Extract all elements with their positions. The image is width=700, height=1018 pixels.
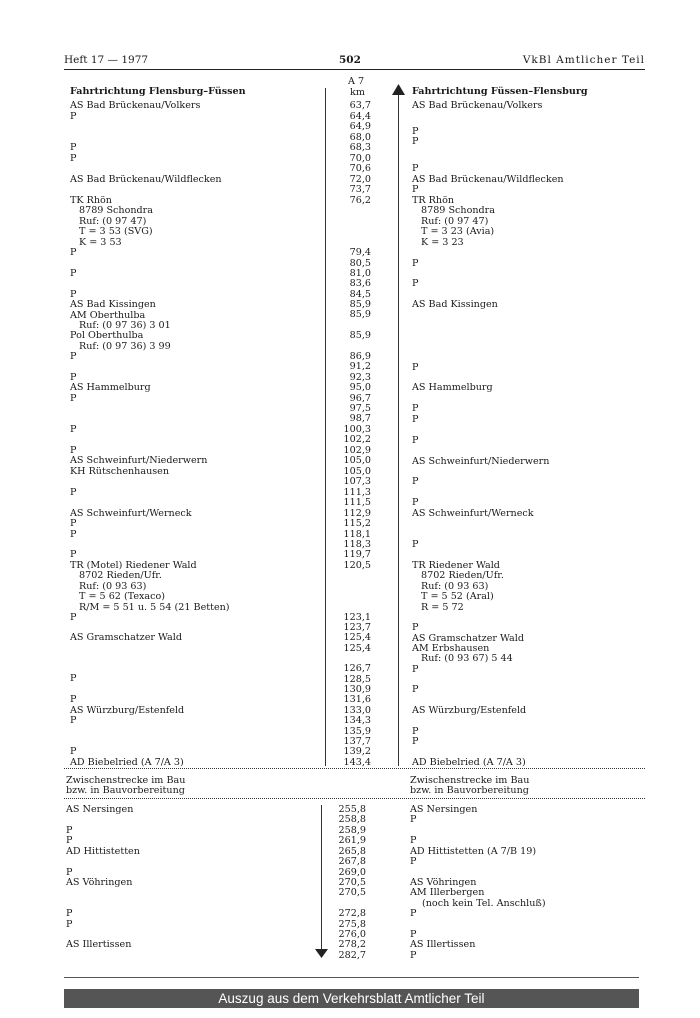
km-value-79-4: 79,4 <box>349 247 371 258</box>
km-value-269-0: 269,0 <box>338 867 366 878</box>
km-value-64-4: 64,4 <box>349 111 371 122</box>
km-value-96-7: 96,7 <box>349 393 371 404</box>
left-entry-as-bad-kissingen: AS Bad Kissingen <box>70 299 156 310</box>
left-entry-as-schweinfurt-niederwern: AS Schweinfurt/Niederwern <box>70 455 208 466</box>
km-value-111-3: 111,3 <box>343 487 371 498</box>
footer-banner: Auszug aus dem Verkehrsblatt Amtlicher Teil <box>64 989 639 1008</box>
left-entry-p: P <box>70 247 77 258</box>
right-entry-p: P <box>412 622 419 633</box>
left-entry-p: P <box>66 835 73 846</box>
left-entry-p: P <box>66 919 73 930</box>
left-entry-ruf-0-97-36-3-01: Ruf: (0 97 36) 3 01 <box>79 320 171 331</box>
left-entry-p: P <box>70 393 77 404</box>
road-label: A 7 <box>348 76 365 87</box>
right-entry-as-schweinfurt-werneck: AS Schweinfurt/Werneck <box>412 508 534 519</box>
km-value-86-9: 86,9 <box>349 351 371 362</box>
right-entry-p: P <box>410 814 417 825</box>
km-value-97-5: 97,5 <box>349 403 371 414</box>
right-entry-p: P <box>410 929 417 940</box>
right-entry-p: P <box>412 136 419 147</box>
dotted-separator-bottom <box>64 798 645 799</box>
left-entry-p: P <box>70 746 77 757</box>
right-entry-p: P <box>412 736 419 747</box>
km-value-100-3: 100,3 <box>343 424 371 435</box>
right-entry-as-bad-br-ckenau-volkers: AS Bad Brückenau/Volkers <box>412 100 543 111</box>
construction-note-right-1: Zwischenstrecke im Bau <box>410 775 530 786</box>
km-value-112-9: 112,9 <box>343 508 371 519</box>
km-value-275-8: 275,8 <box>338 919 366 930</box>
right-entry-ad-biebelried-a-7-a-3: AD Biebelried (A 7/A 3) <box>412 757 526 768</box>
left-entry-p: P <box>70 268 77 279</box>
km-value-98-7: 98,7 <box>349 413 371 424</box>
km-value-107-3: 107,3 <box>343 476 371 487</box>
km-label: km <box>350 87 365 98</box>
right-entry-as-illertissen: AS Illertissen <box>410 939 476 950</box>
right-entry-8702-rieden-ufr: 8702 Rieden/Ufr. <box>421 570 504 581</box>
km-value-135-9: 135,9 <box>343 726 371 737</box>
right-entry-p: P <box>412 278 419 289</box>
footer-rule <box>64 977 639 978</box>
km-value-134-3: 134,3 <box>343 715 371 726</box>
km-value-76-2: 76,2 <box>349 195 371 206</box>
left-entry-p: P <box>70 142 77 153</box>
left-entry-p: P <box>70 424 77 435</box>
right-entry-p: P <box>412 403 419 414</box>
left-entry-p: P <box>70 529 77 540</box>
right-entry-p: P <box>412 362 419 373</box>
km-value-125-4: 125,4 <box>343 632 371 643</box>
left-entry-as-gramschatzer-wald: AS Gramschatzer Wald <box>70 632 182 643</box>
left-separator-line <box>325 88 326 766</box>
left-entry-p: P <box>66 825 73 836</box>
km-value-119-7: 119,7 <box>343 549 371 560</box>
right-entry-as-schweinfurt-niederwern: AS Schweinfurt/Niederwern <box>412 456 550 467</box>
right-entry-p: P <box>410 908 417 919</box>
arrow-up-icon <box>392 84 405 96</box>
right-entry-p: P <box>412 497 419 508</box>
km-value-105-0: 105,0 <box>343 455 371 466</box>
left-entry-p: P <box>66 867 73 878</box>
right-entry-noch-kein-tel-anschlu: (noch kein Tel. Anschluß) <box>422 898 546 909</box>
left-entry-p: P <box>70 372 77 383</box>
km-value-276-0: 276,0 <box>338 929 366 940</box>
km-value-133-0: 133,0 <box>343 705 371 716</box>
left-entry-tr-motel-riedener-wald: TR (Motel) Riedener Wald <box>70 560 197 571</box>
right-entry-p: P <box>412 258 419 269</box>
km-value-91-2: 91,2 <box>349 361 371 372</box>
km-value-102-9: 102,9 <box>343 445 371 456</box>
km-value-68-0: 68,0 <box>349 132 371 143</box>
left-entry-p: P <box>70 694 77 705</box>
km-value-85-9: 85,9 <box>349 330 371 341</box>
right-entry-p: P <box>412 726 419 737</box>
km-value-270-5: 270,5 <box>338 887 366 898</box>
km-value-84-5: 84,5 <box>349 289 371 300</box>
km-value-81-0: 81,0 <box>349 268 371 279</box>
left-entry-as-hammelburg: AS Hammelburg <box>70 382 151 393</box>
left-entry-tk-rh-n: TK Rhön <box>70 195 112 206</box>
left-entry-as-bad-br-ckenau-volkers: AS Bad Brückenau/Volkers <box>70 100 201 111</box>
right-entry-ruf-0-93-67-5-44: Ruf: (0 93 67) 5 44 <box>421 653 513 664</box>
km-value-267-8: 267,8 <box>338 856 366 867</box>
right-entry-p: P <box>412 184 419 195</box>
right-entry-r-5-72: R = 5 72 <box>421 602 464 613</box>
left-entry-t-5-62-texaco: T = 5 62 (Texaco) <box>79 591 166 602</box>
km-value-258-9: 258,9 <box>338 825 366 836</box>
km-value-102-2: 102,2 <box>343 434 371 445</box>
km-value-80-5: 80,5 <box>349 258 371 269</box>
right-entry-tr-riedener-wald: TR Riedener Wald <box>412 560 500 571</box>
issue-label: Heft 17 — 1977 <box>64 54 149 66</box>
right-entry-as-bad-br-ckenau-wildflecken: AS Bad Brückenau/Wildflecken <box>412 174 564 185</box>
right-entry-p: P <box>410 835 417 846</box>
km-value-72-0: 72,0 <box>349 174 371 185</box>
left-entry-p: P <box>70 289 77 300</box>
km-value-261-9: 261,9 <box>338 835 366 846</box>
left-entry-8702-rieden-ufr: 8702 Rieden/Ufr. <box>79 570 162 581</box>
km-value-115-2: 115,2 <box>343 518 371 529</box>
right-entry-as-v-hringen: AS Vöhringen <box>410 877 477 888</box>
left-entry-p: P <box>70 487 77 498</box>
km-value-105-0: 105,0 <box>343 466 371 477</box>
km-value-278-2: 278,2 <box>338 939 366 950</box>
left-entry-as-bad-br-ckenau-wildflecken: AS Bad Brückenau/Wildflecken <box>70 174 222 185</box>
construction-note-right-2: bzw. in Bauvorbereitung <box>410 785 529 796</box>
left-entry-ad-hittistetten: AD Hittistetten <box>66 846 140 857</box>
left-entry-p: P <box>70 612 77 623</box>
km-value-137-7: 137,7 <box>343 736 371 747</box>
left-entry-ad-biebelried-a-7-a-3: AD Biebelried (A 7/A 3) <box>70 757 184 768</box>
km-value-125-4: 125,4 <box>343 643 371 654</box>
km-value-83-6: 83,6 <box>349 278 371 289</box>
left-entry-t-3-53-svg: T = 3 53 (SVG) <box>79 226 153 237</box>
left-entry-ruf-0-97-47: Ruf: (0 97 47) <box>79 216 147 227</box>
right-entry-as-gramschatzer-wald: AS Gramschatzer Wald <box>412 633 524 644</box>
km-value-265-8: 265,8 <box>338 846 366 857</box>
left-column-title: Fahrtrichtung Flensburg–Füssen <box>70 86 246 97</box>
left-entry-p: P <box>70 351 77 362</box>
km-value-63-7: 63,7 <box>349 100 371 111</box>
right-entry-p: P <box>410 950 417 961</box>
km-value-73-7: 73,7 <box>349 184 371 195</box>
right-entry-p: P <box>412 435 419 446</box>
km-value-118-1: 118,1 <box>343 529 371 540</box>
right-column-title: Fahrtrichtung Füssen–Flensburg <box>412 86 588 97</box>
direction-line-up <box>398 94 399 766</box>
left-entry-ruf-0-93-63: Ruf: (0 93 63) <box>79 581 147 592</box>
km-value-272-8: 272,8 <box>338 908 366 919</box>
right-entry-p: P <box>412 539 419 550</box>
km-value-139-2: 139,2 <box>343 746 371 757</box>
left-entry-p: P <box>70 518 77 529</box>
km-value-70-6: 70,6 <box>349 163 371 174</box>
km-value-255-8: 255,8 <box>338 804 366 815</box>
left-entry-ruf-0-97-36-3-99: Ruf: (0 97 36) 3 99 <box>79 341 171 352</box>
left-entry-as-schweinfurt-werneck: AS Schweinfurt/Werneck <box>70 508 192 519</box>
right-entry-ruf-0-97-47: Ruf: (0 97 47) <box>421 216 489 227</box>
left-entry-am-oberthulba: AM Oberthulba <box>70 310 146 321</box>
km-value-128-5: 128,5 <box>343 674 371 685</box>
km-value-118-3: 118,3 <box>343 539 371 550</box>
left-entry-as-nersingen: AS Nersingen <box>66 804 134 815</box>
right-entry-8789-schondra: 8789 Schondra <box>421 205 495 216</box>
right-entry-t-5-52-aral: T = 5 52 (Aral) <box>421 591 494 602</box>
left-entry-8789-schondra: 8789 Schondra <box>79 205 153 216</box>
dotted-separator-top <box>64 768 645 769</box>
right-entry-as-w-rzburg-estenfeld: AS Würzburg/Estenfeld <box>412 705 527 716</box>
right-entry-p: P <box>412 684 419 695</box>
km-value-95-0: 95,0 <box>349 382 371 393</box>
km-value-123-7: 123,7 <box>343 622 371 633</box>
right-entry-ad-hittistetten-a-7-b-19: AD Hittistetten (A 7/B 19) <box>410 846 537 857</box>
km-value-111-5: 111,5 <box>343 497 371 508</box>
right-entry-as-nersingen: AS Nersingen <box>410 804 478 815</box>
km-value-123-1: 123,1 <box>343 612 371 623</box>
right-entry-t-3-23-avia: T = 3 23 (Avia) <box>421 226 495 237</box>
km-value-85-9: 85,9 <box>349 299 371 310</box>
left-entry-p: P <box>70 673 77 684</box>
left-entry-p: P <box>70 111 77 122</box>
left-entry-as-v-hringen: AS Vöhringen <box>66 877 133 888</box>
km-value-130-9: 130,9 <box>343 684 371 695</box>
km-value-85-9: 85,9 <box>349 309 371 320</box>
km-value-64-9: 64,9 <box>349 121 371 132</box>
construction-note-left-1: Zwischenstrecke im Bau <box>66 775 186 786</box>
right-entry-k-3-23: K = 3 23 <box>421 237 464 248</box>
km-value-143-4: 143,4 <box>343 757 371 768</box>
km-value-68-3: 68,3 <box>349 142 371 153</box>
left-entry-p: P <box>66 908 73 919</box>
construction-note-left-2: bzw. in Bauvorbereitung <box>66 785 185 796</box>
left-entry-p: P <box>70 715 77 726</box>
km-value-126-7: 126,7 <box>343 663 371 674</box>
left-entry-p: P <box>70 445 77 456</box>
km-value-92-3: 92,3 <box>349 372 371 383</box>
left-entry-k-3-53: K = 3 53 <box>79 237 122 248</box>
right-entry-p: P <box>412 414 419 425</box>
left-entry-r-m-5-51-u-5-54-21-betten: R/M = 5 51 u. 5 54 (21 Betten) <box>79 602 230 613</box>
left-entry-as-w-rzburg-estenfeld: AS Würzburg/Estenfeld <box>70 705 185 716</box>
right-entry-as-bad-kissingen: AS Bad Kissingen <box>412 299 498 310</box>
left-entry-pol-oberthulba: Pol Oberthulba <box>70 330 144 341</box>
right-entry-p: P <box>412 126 419 137</box>
right-entry-ruf-0-93-63: Ruf: (0 93 63) <box>421 581 489 592</box>
right-entry-p: P <box>410 856 417 867</box>
direction-line-down <box>321 805 322 951</box>
left-entry-p: P <box>70 153 77 164</box>
left-entry-as-illertissen: AS Illertissen <box>66 939 132 950</box>
km-value-131-6: 131,6 <box>343 694 371 705</box>
right-entry-am-illerbergen: AM Illerbergen <box>410 887 485 898</box>
km-value-120-5: 120,5 <box>343 560 371 571</box>
km-value-70-0: 70,0 <box>349 153 371 164</box>
header-rule <box>64 69 645 70</box>
km-value-258-8: 258,8 <box>338 814 366 825</box>
page-number: 502 <box>339 54 361 66</box>
right-entry-p: P <box>412 476 419 487</box>
right-entry-p: P <box>412 163 419 174</box>
left-entry-kh-r-tschenhausen: KH Rütschenhausen <box>70 466 170 477</box>
right-entry-tr-rh-n: TR Rhön <box>412 195 455 206</box>
left-entry-p: P <box>70 549 77 560</box>
right-entry-p: P <box>412 664 419 675</box>
km-value-282-7: 282,7 <box>338 950 366 961</box>
right-entry-am-erbshausen: AM Erbshausen <box>412 643 490 654</box>
right-entry-as-hammelburg: AS Hammelburg <box>412 382 493 393</box>
publication-title: VkBl Amtlicher Teil <box>522 54 645 66</box>
km-value-270-5: 270,5 <box>338 877 366 888</box>
